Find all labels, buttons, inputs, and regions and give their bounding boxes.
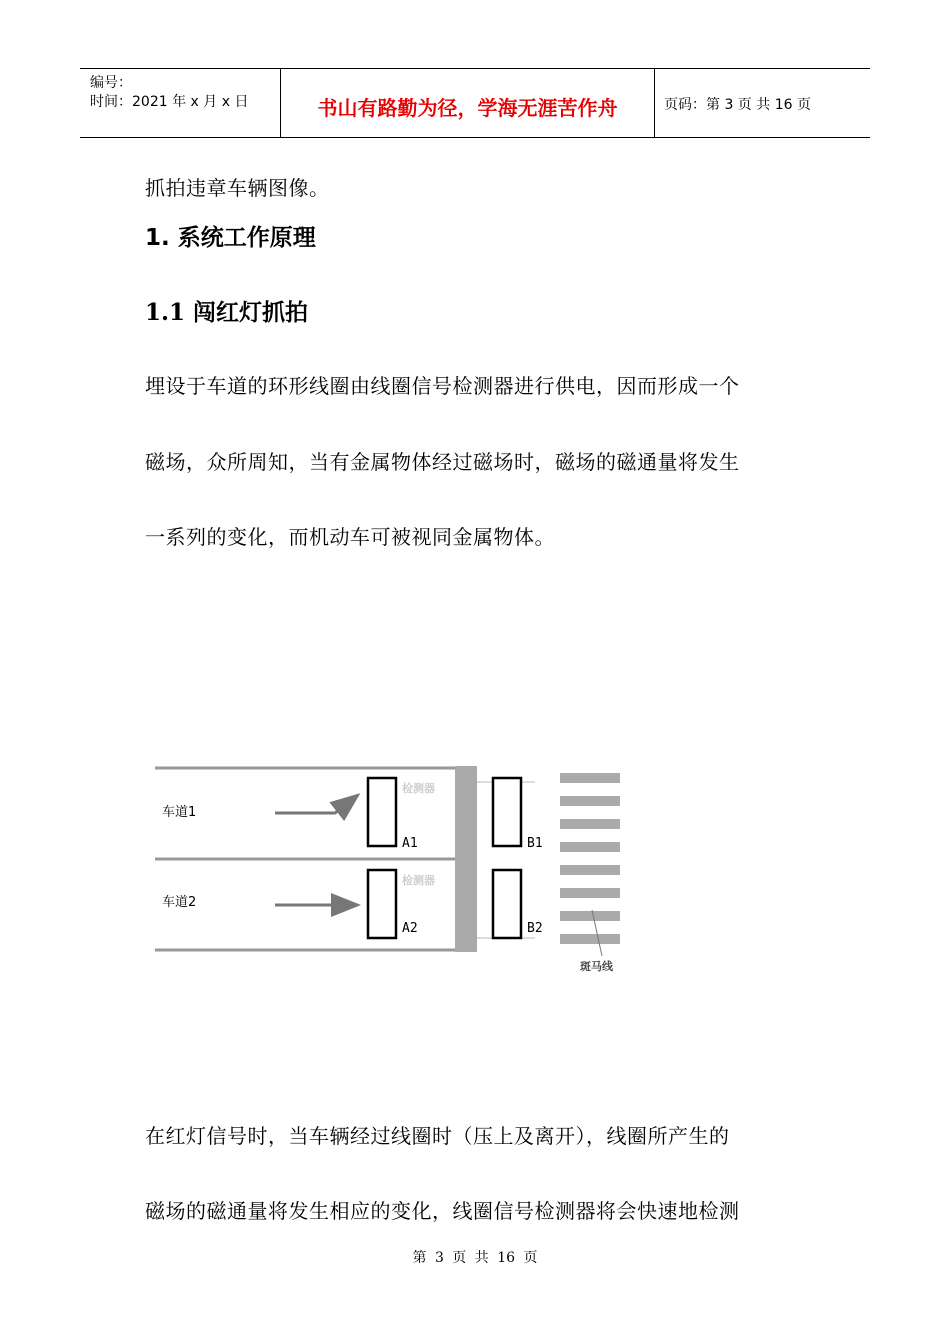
header-page-info: 页码：第 3 页 共 16 页 (664, 97, 811, 113)
header-table (80, 68, 870, 138)
paragraph-line: 在红灯信号时，当车辆经过线圈时（压上及离开），线圈所产生的 (145, 1124, 730, 1148)
time-label: 时间：2021 年 x 月 x 日 (90, 94, 249, 110)
coil-b2 (493, 870, 521, 938)
paragraph-line: 一系列的变化，而机动车可被视同金属物体。 (145, 525, 555, 549)
page-footer: 第 3 页 共 16 页 (412, 1250, 538, 1266)
coil-a2-label: A2 (402, 921, 418, 936)
number-label: 编号： (90, 75, 132, 91)
paragraph-line: 埋设于车道的环形线圈由线圈信号检测器进行供电，因而形成一个 (145, 374, 740, 398)
zebra-label: 斑马线 (580, 960, 613, 973)
stop-line (455, 766, 477, 952)
coil-a1-label: A1 (402, 836, 418, 851)
coil-a1 (368, 778, 396, 846)
motto: 书山有路勤为径，学海无涯苦作舟 (317, 96, 618, 120)
zebra-crossing (560, 773, 620, 944)
header-motto-cell (280, 69, 655, 137)
section-heading: 1. 系统工作原理 (145, 225, 316, 251)
header-page-cell (654, 69, 870, 137)
coil-b2-label: B2 (527, 921, 543, 936)
text-line: 抓拍违章车辆图像。 (145, 176, 330, 200)
turn-arrow-icon (275, 795, 358, 813)
lane-2-label: 车道2 (162, 895, 197, 910)
header-left-cell (80, 69, 280, 137)
paragraph-line: 磁场，众所周知，当有金属物体经过磁场时，磁场的磁通量将发生 (145, 450, 740, 474)
coil-b1-label: B1 (527, 836, 543, 851)
detector-label: 检测器 (402, 782, 435, 795)
loop-detector-diagram (150, 760, 630, 975)
coil-b1 (493, 778, 521, 846)
paragraph-line: 磁场的磁通量将发生相应的变化，线圈信号检测器将会快速地检测 (145, 1199, 740, 1223)
lane-1-label: 车道1 (162, 805, 197, 820)
subsection-heading: 1.1 闯红灯抓拍 (145, 299, 309, 326)
coil-a2 (368, 870, 396, 938)
detector-label: 检测器 (402, 874, 435, 887)
